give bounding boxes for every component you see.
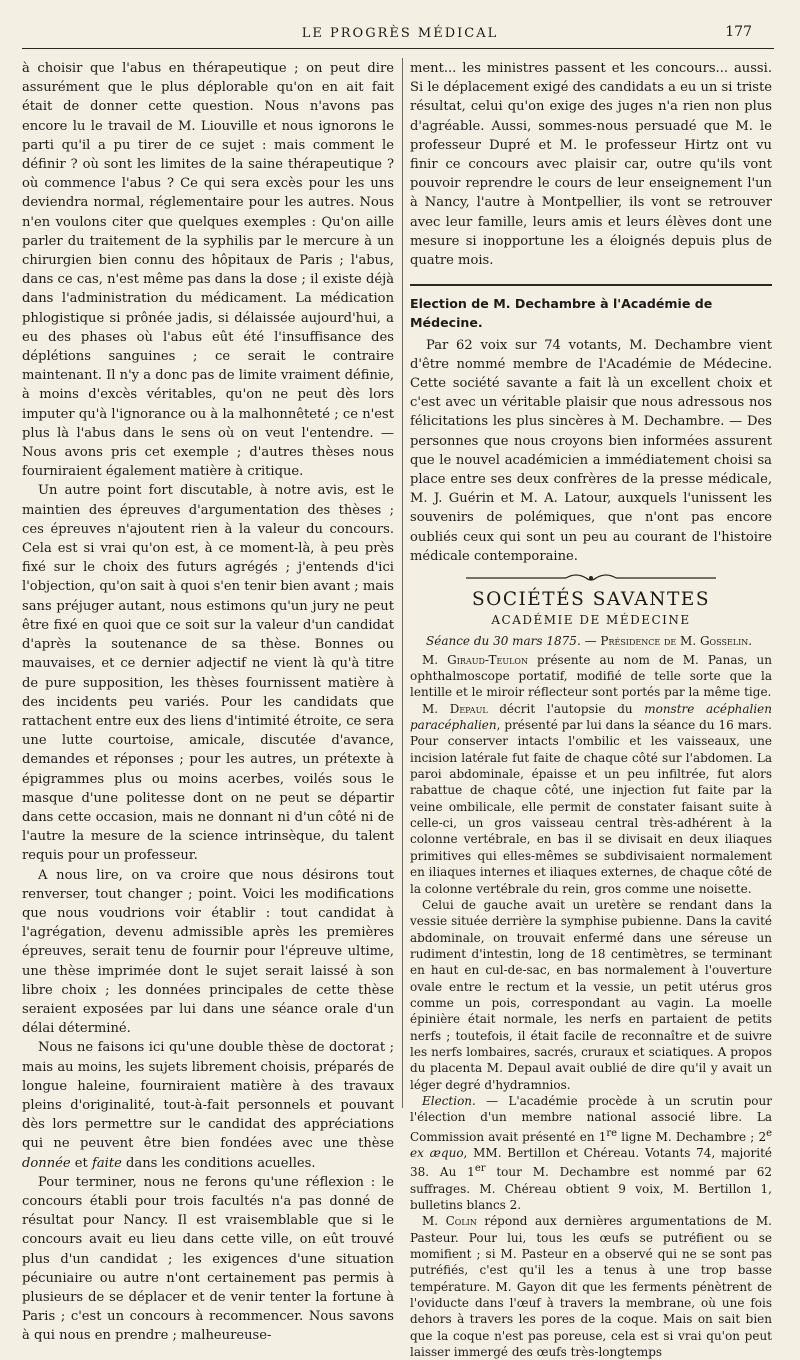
- superscript: e: [766, 1127, 772, 1139]
- paragraph-text: présente au nom de M. Panas, un ophthalmoscope portatif, modifié de telle sorte que la lentille et le miroir réflecteur sont portés par la même tige.: [410, 652, 773, 700]
- paragraph: ment... les ministres passent et les concours... aussi. Si le déplacement exigé des candidats a eu un si triste résultat, celui qu'on exige des juges n'a rien non plus d'agréable. Aussi, sommes-nous persuadé que M. le professeur Dupré et M. le professeur Hirtz ont vu finir ce concours avec plaisir car, outre qu'ils vont pouvoir reprendre le cours de leur enseignement l'un à Nancy, l'autre à Montpellier, ils vont se retrouver avec leur famille, leurs amis et leurs élèves dont une mesure si inopportune les a éloignés depuis plus de quatre mois.: [410, 61, 772, 269]
- paragraph-text: décrit l'autopsie du: [487, 701, 645, 716]
- emphasis: ex æquo: [410, 1146, 464, 1160]
- paragraph-text: tour M. Dechambre est nommé par 62 suffrages. M. Chéreau obtient 9 voix, M. Bertillon 1, bulletins blancs 2.: [410, 1165, 772, 1213]
- paragraph-text: et: [70, 1155, 92, 1171]
- emphasis: Election.: [422, 1093, 476, 1108]
- election-heading: Election de M. Dechambre à l'Académie de Médecine.: [410, 284, 772, 332]
- paragraph-text: , MM. Bertillon et Chéreau. Votants 74, majorité 38. Au 1: [410, 1146, 772, 1180]
- right-column: [410, 59, 773, 1360]
- paragraph: à choisir que l'abus en thérapeutique ; on peut dire assurément que le plus déplorable qu'on en ait fait était de donner cette question. Nous n'avons pas encore lu le travail de M. Liouville et nous ignorons le parti qu'il a pu tirer de ce sujet : mais comment le définir ? où sont les limites de la saine thérapeutique ? où commence l'abus ? Ce qui sera excès pour les uns deviendra normal, réglementaire pour les autres. Nous n'en voulons citer que quelques exemples : Qu'on aille parler du traitement de la syphilis par le mercure à un chirurgien bien connu des hôpitaux de Paris ; l'abus, dans ce cas, n'est même pas dans la dose ; il existe déjà dans l'administration du médicament. La médication phlogistique si prônée jadis, si délaissée aujourd'hui, a eu des phases où l'abus eût été l'insuffisance des déplétions sanguines ; ce serait le contraire maintenant. Il n'y a donc pas de limite vraiment définie, à moins d'excès véritables, qu'on ne peut dès lors imputer qu'à l'ignorance ou à la malhonnêteté ; ce n'est plus là l'abus dans le sens où on veut l'entendre. — Nous avons pris cet exemple ; d'autres thèses nous fourniraient également matière à critique.: [22, 61, 394, 480]
- paragraph-text: — L'académie procède à un scrutin pour l'élection d'un membre national associé libre. La Commission avait présenté en 1: [410, 1093, 772, 1144]
- paragraph: [410, 701, 772, 897]
- emphasis: donnée: [22, 1155, 71, 1171]
- paragraph: Un autre point fort discutable, à notre avis, est le maintien des épreuves d'argumentation des thèses ; ces épreuves n'ajoutent rien à la valeur du concours. Cela est si vrai qu'on est, à ce moment-là, à peu près fixé sur le choix des futurs agrégés ; j'entends d'ici l'objection, qu'on sait à quoi s'en tenir bien avant ; mais sans préjuger autant, nous estimons qu'un jury ne peut être fixé en quoi que ce soit sur la valeur d'un candidat d'après la soutenance de sa thèse. Bonnes ou mauvaises, et ce dernier adjectif ne vient là qu'à titre de pure supposition, les thèses fournissent matière à des incidents peu variés. Pour les candidats que rattachent entre eux des liens d'intimité étroite, ce sera une lutte courtoise, amicale, discutée d'avance, demandes et réponses ; pour les autres, un prétexte à épigrammes plus ou moins acerbes, voilés sous le masque d'une politesse dont on ne peut se départir dans cette occasion, mais ne donnant ni d'un côté ni de l'autre la mesure de la science intrinsèque, du talent requis pour un professeur.: [22, 483, 394, 864]
- left-column: [22, 59, 394, 1344]
- page-number: 177: [725, 24, 752, 40]
- paragraph: Par 62 voix sur 74 votants, M. Dechambre vient d'être nommé membre de l'Académie de Médecine. Cette société savante a fait là un excellent choix et c'est avec un véritable plaisir que nous adressous nos félicitations les plus sincères à M. Dechambre. — Des personnes que nous croyons bien informées assurent que le nouvel académicien a immédiatement choisi sa place entre ses deux confrères de la presse médicale, M. J. Guérin et M. A. Latour, auxquels l'unissent les souvenirs de polémiques, que n'ont pas encore oubliés ceux qui sont un peu au courant de l'histoire médicale contemporaine.: [410, 337, 772, 564]
- superscript: re: [606, 1127, 618, 1139]
- session-line: [410, 632, 772, 651]
- paragraph-text: , présenté par lui dans la séance du 16 mars. Pour conserver intacts l'ombilic et les vaisseaux, une incision latérale fut faite de chaque côté sur l'abdomen. La paroi abdominale, épaisse et un peu infiltrée, fut alors rabattue de chaque côté, une injection fut faite par la veine ombilicale, elle permit de constater faisant suite à celle-ci, un gros vaisseau central très-adhérent à la colonne vertébrale, en bas il se divisait en deux iliaques primitives qui elles-mêmes se subdivisaient normalement en iliaques internes et iliaques externes, de chaque côté de la colonne vertébrale du rein, gros comme une noisette.: [410, 718, 772, 896]
- column-divider: [402, 58, 403, 1108]
- superscript: er: [474, 1163, 486, 1175]
- paragraph-text: ligne M. Dechambre ; 2: [617, 1129, 767, 1144]
- academy-heading: ACADÉMIE DE MÉDECINE: [491, 613, 691, 628]
- speaker-name: M. Colin: [422, 1214, 477, 1229]
- paragraph: Celui de gauche avait un uretère se rendant dans la vessie située derrière la symphise pubienne. Dans la cavité abdominale, on trouvait enfermé dans une séreuse un rudiment d'intestin, long de 18 centimètres, se terminant en haut en cul-de-sac, en bas normalement à l'ouverture ovale entre le rectum et la vessie, un petit utérus gros comme un pois, correspondant au vagin. La moelle épinière était normale, les nerfs en partaient de petits nerfs ; toutefois, il était facile de reconnaître et de suivre les nerfs lombaires, sacrés, cruraux et sciatiques. A propos du placenta M. Depaul avait oublié de dire qu'il y avait un léger degré d'hydramnios.: [410, 897, 772, 1092]
- paragraph-text: répond aux dernières argumentations de M. Pasteur. Pour lui, tous les œufs se putréfient ou se momifient ; si M. Pasteur en a observé qui ne se sont pas putréfiés, c'est qu'il les a tenus à une trop basse température. M. Gayon dit que les ferments pénètrent de l'oviducte dans l'œuf à travers la membrane, où une fois dehors à travers les pores de la coque. Mais on sait bien que la coque n'est pas poreuse, cela est si vrai qu'on peut laisser immergé des œufs très-longtemps: [410, 1214, 772, 1360]
- paragraph-text: dans les conditions acuelles.: [121, 1155, 316, 1171]
- paragraph-text: Nous ne faisons ici qu'une double thèse de doctorat ; mais au moins, les sujets librement choisis, préparés de longue haleine, fourniraient matière à des travaux pleins d'originalité, tout-à-fait personnels et pouvant dès lors permettre sur le candidat des appréciations qui ne peuvent être bien fondées avec une thèse: [22, 1040, 394, 1152]
- emphasis: faite: [91, 1155, 122, 1171]
- paragraph: [410, 1213, 772, 1360]
- ornament-divider: [410, 572, 772, 586]
- speaker-name: M. Giraud-Teulon: [422, 652, 528, 667]
- proceedings: [410, 652, 772, 1360]
- societies-heading: SOCIÉTÉS SAVANTES: [472, 589, 710, 611]
- emphasis: monstre acéphalien paracéphalien: [410, 701, 773, 733]
- session-label: Séance du 30 mars 1875: [426, 634, 577, 649]
- paragraph: Pour terminer, nous ne ferons qu'une réflexion : le concours établi pour trois facultés n'a pas donné de résultat pour Nancy. Il est vraisemblable que si le concours avait eu lieu dans cette ville, on eût trouvé plus d'un candidat ; les exigences d'une situation pécuniaire ou autre n'ont certainement pas permis à plusieurs de se déplacer et de venir tenter la fortune à Paris ; c'est un concours à recommencer. Nous savons à qui nous en prendre ; malheureuse-: [22, 1174, 394, 1344]
- session-president: . — Présidence de M. Gosselin.: [576, 634, 753, 649]
- paragraph: [410, 1093, 772, 1213]
- paragraph: A nous lire, on va croire que nous désirons tout renverser, tout changer ; point. Voici les modifications que nous voudrions voir établir : tout candidat à l'agrégation, devenu admissible après les premières épreuves, serait tenu de fournir pour l'épreuve ultime, une thèse imprimée dont le sujet serait laissé à son libre choix ; les données principales de cette thèse seraient exposées par lui dans une séance orale d'un délai déterminé.: [22, 867, 394, 1037]
- speaker-name: M. Depaul: [422, 701, 488, 716]
- page-header: [0, 0, 800, 52]
- header-rule: [22, 48, 774, 49]
- running-title: LE PROGRÈS MÉDICAL: [301, 26, 499, 41]
- paragraph: [410, 652, 772, 701]
- paragraph: [22, 1038, 394, 1172]
